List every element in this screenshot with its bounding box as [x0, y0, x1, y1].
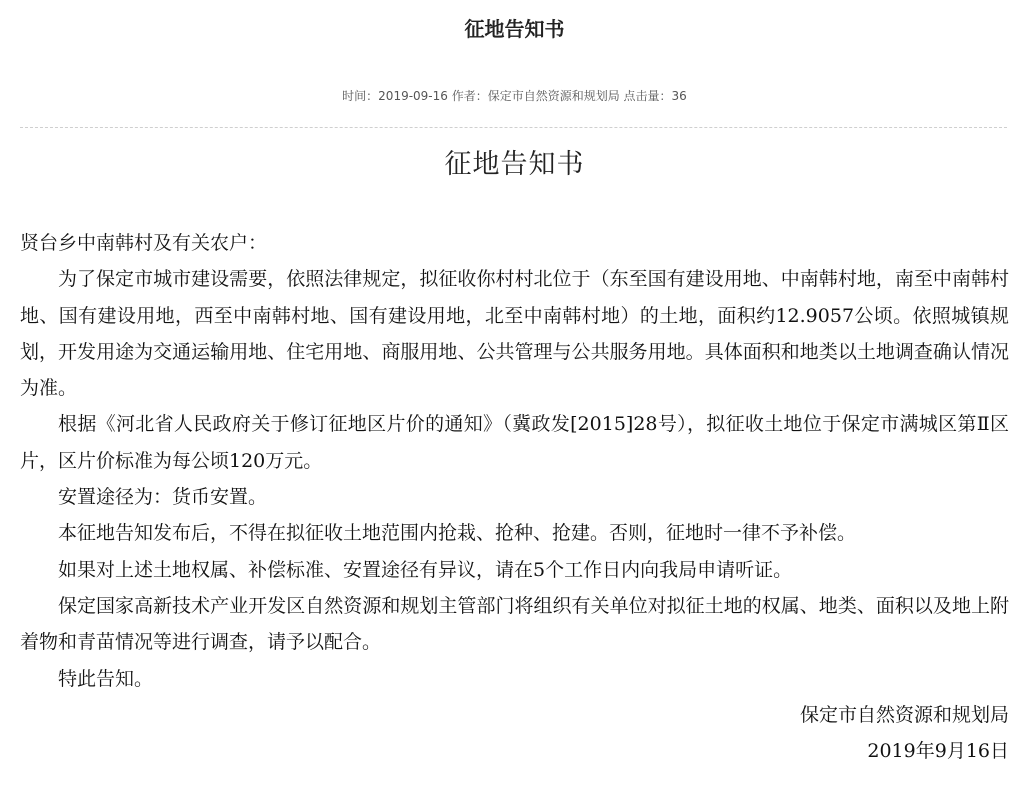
signature-organization: 保定市自然资源和规划局	[799, 703, 1009, 726]
paragraph-closing: 特此告知。	[58, 667, 154, 690]
paragraph-price-standard: 根据《河北省人民政府关于修订征地区片价的通知》（冀政发[2015]28号），拟征收土地位于保定市满城区第Ⅱ区片，区片价标准为每公顷120万元。	[20, 413, 1009, 472]
paragraph-purpose: 为了保定市城市建设需要，依照法律规定，拟征收你村村北位于（东至国有建设用地、中南韩村地，南至中南韩村地、国有建设用地，西至中南韩村地、国有建设用地，北至中南韩村地）的土地，面积约12.9057公顷。依照城镇规划，开发用途为交通运输用地、住宅用地、商服用地、公共管理与公共服务用地。具体面积和地类以土地调查确认情况为准。	[20, 268, 1009, 400]
document-body	[20, 225, 1009, 769]
paragraph-prohibition: 本征地告知发布后，不得在拟征收土地范围内抢栽、抢种、抢建。否则，征地时一律不予补偿。	[58, 522, 857, 545]
paragraph-hearing: 如果对上述土地权属、补偿标准、安置途径有异议，请在5个工作日内向我局申请听证。	[58, 558, 793, 581]
article-title: 征地告知书	[464, 17, 565, 41]
paragraph-resettlement: 安置途径为：货币安置。	[58, 486, 268, 509]
header-divider	[20, 127, 1007, 128]
article-meta: 时间：2019-09-16 作者：保定市自然资源和规划局 点击量：36	[342, 89, 687, 103]
document-salutation: 贤台乡中南韩村及有关农户：	[20, 232, 268, 254]
signature-date: 2019年9月16日	[867, 740, 1009, 763]
document-title: 征地告知书	[444, 149, 585, 180]
paragraph-survey: 保定国家高新技术产业开发区自然资源和规划主管部门将组织有关单位对拟征土地的权属、地类、面积以及地上附着物和青苗情况等进行调查，请予以配合。	[20, 594, 1009, 654]
